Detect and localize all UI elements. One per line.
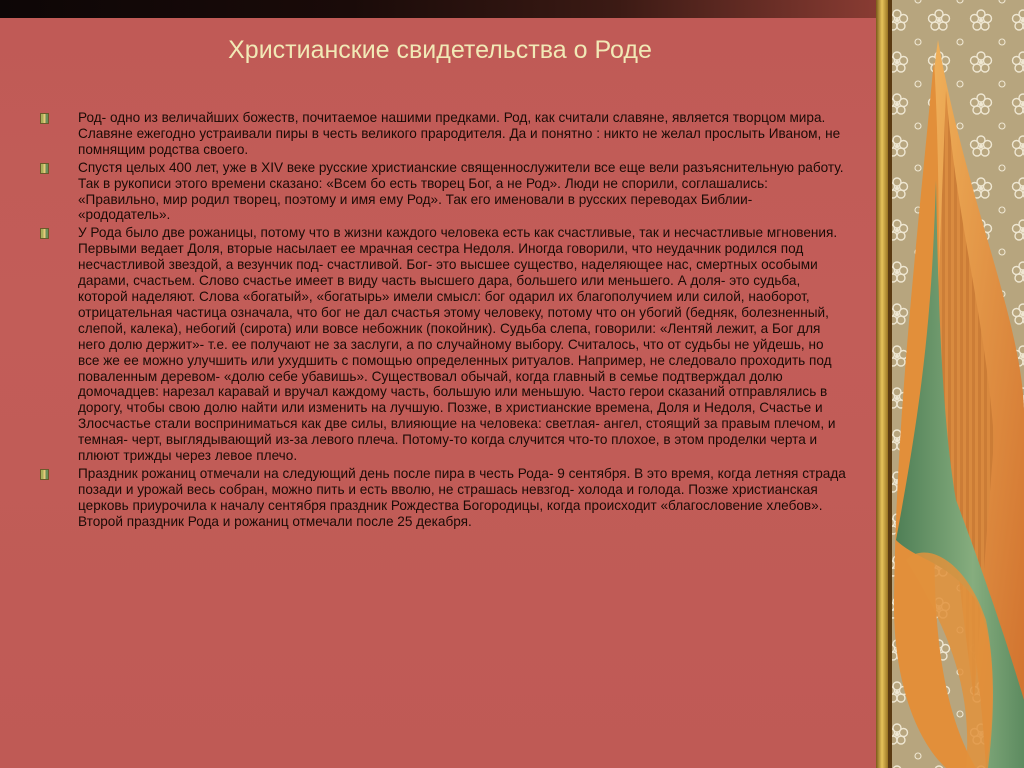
bullet-item-2 xyxy=(36,160,848,224)
striped-square-bullet-icon xyxy=(40,228,49,239)
bullet-item-1 xyxy=(36,110,848,158)
top-shadow-band xyxy=(0,0,880,18)
bullet-item-4 xyxy=(36,466,848,530)
bullet-text: Праздник рожаниц отмечали на следующий день после пира в честь Рода- 9 сентября. В это время, когда летняя страда позади и урожай весь собран, можно пить и есть вволю, не страшась невзгод- холода и голода. Позже христианская церковь приурочила к началу сентября праздник Рождества Богородицы, когда происходит «благословение хлебов». Второй праздник Рода и рожаниц отмечали после 25 декабря. xyxy=(78,465,846,529)
striped-square-bullet-icon xyxy=(40,469,49,480)
striped-square-bullet-icon xyxy=(40,113,49,124)
bullet-text: У Рода было две рожаницы, потому что в жизни каждого человека есть как счастливые, так и несчастливые мгновения. Первыми ведает Доля, вторые насылает ее мрачная сестра Недоля. Иногда говорили, что неудачник родился под несчастливой звездой, а везунчик под- счастливой. Бог- это высшее существо, наделяющее нас, смертных особыми дарами, счастьем. Слово счастье имеет в виду часть высшего дара, большего или меньшего. А доля- это судьба, которой наделяют. Слова «богатый», «богатырь» имели смысл: бог одарил их благополучием или силой, наоборот, отрицательная частица означала, что бог не дал счастья этому человеку, потому что он убогий (бедняк, болезненный, слепой, калека), небогий (сирота) или вовсе небожник (покойник). Судьба слепа, говорили: «Лентяй лежит, а Бог для него долю держит»- т.е. ее получают не за заслуги, а по случайному выбору. Считалось, что от судьбы не уйдешь, но все же ее можно улучшить или ухудшить с помощью определенных ритуалов. Например, не следовало проходить под поваленным деревом- «долю себе убавишь». Существовал обычай, когда главный в семье подтверждал долю домочадцев: нарезал каравай и вручал каждому часть, большую или меньшую. Часто герои сказаний отправлялись в дорогу, чтобы свою долю найти или изменить на лучшую. Позже, в христианские времена, Доля и Недоля, Счастье и Злосчастье стали восприниматься как две силы, влияющие на человека: светлая- ангел, стоящий за правым плечом, и темная- черт, выглядывающий из-за левого плеча. Потому-то когда случится что-то плохое, в этом проделки черта и плюют трижды через левое плечо. xyxy=(78,225,838,464)
bullet-text: Род- одно из величайших божеств, почитаемое нашими предками. Род, как считали славяне, является творцом мира. Славяне ежегодно устраивали пиры в честь великого прародителя. Да и понятно : никто не желал прослыть Иваном, не помнящим родства своего. xyxy=(78,110,841,157)
slide-title: Христианские свидетельства о Роде xyxy=(228,36,652,64)
floral-ribbon-decoration xyxy=(876,0,1024,768)
bullet-text: Спустя целых 400 лет, уже в XIV веке русские христианские священнослужители все еще вели разъяснительную работу. Так в рукописи этого времени сказано: «Всем бо есть творец Бог, а не Род». Люди не спорили, соглашались: «Правильно, мир родил творец, поэтому и имя ему Род». Так его именовали в русских переводах Библии- «рододатель». xyxy=(78,159,844,223)
bullet-item-3 xyxy=(36,225,848,464)
bullet-list xyxy=(36,110,848,532)
striped-square-bullet-icon xyxy=(40,163,49,174)
